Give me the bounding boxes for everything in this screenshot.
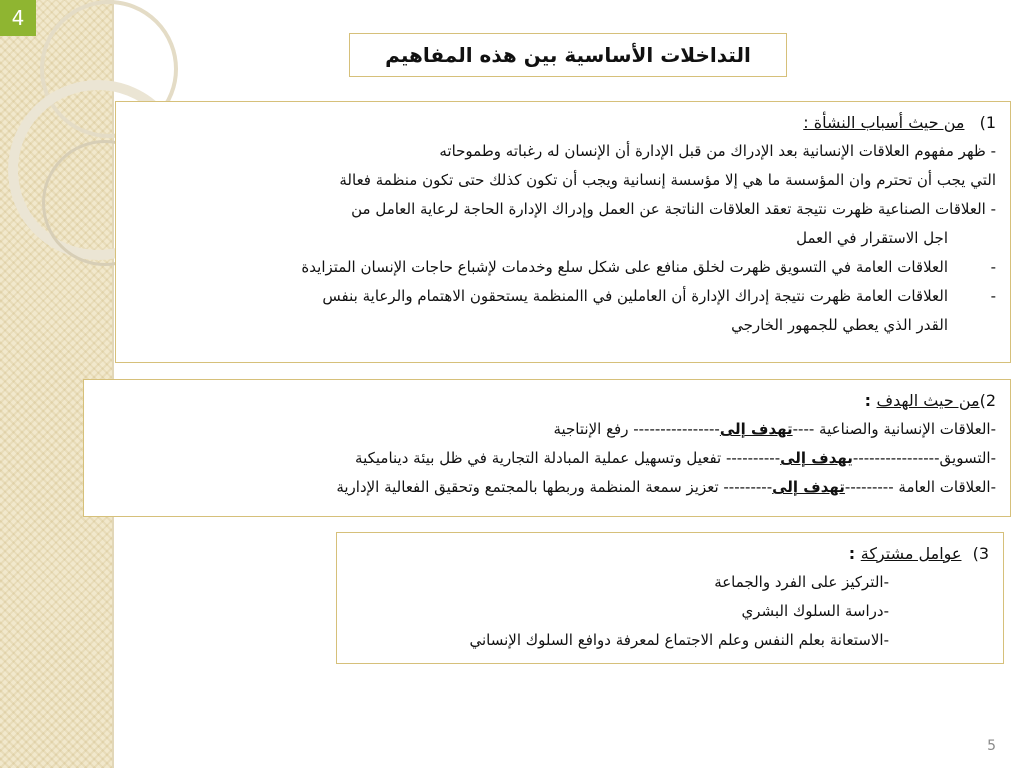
list-item: -دراسة السلوك البشري <box>741 602 889 620</box>
goal-keyword: يهدف إلى <box>780 449 853 467</box>
list-item: -الاستعانة بعلم النفس وعلم الاجتماع لمعرفة دوافع السلوك الإنساني <box>469 631 889 649</box>
text-line: - العلاقات الصناعية ظهرت نتيجة تعقد العلاقات الناتجة عن العمل وإدراك الإدارة الحاجة لرعاية العامل من <box>351 200 996 218</box>
section-heading-text: عوامل مشتركة <box>860 544 962 563</box>
list-item <box>124 282 996 311</box>
goal-text: --------- تعزيز سمعة المنظمة وربطها بالمجتمع وتحقيق الفعالية الإدارية <box>336 478 773 496</box>
slide-title: التداخلات الأساسية بين هذه المفاهيم <box>349 33 787 77</box>
list-item <box>124 253 996 282</box>
section-goals <box>83 379 1011 517</box>
list-item: -التركيز على الفرد والجماعة <box>714 573 889 591</box>
section-number: 1) <box>979 113 996 132</box>
goal-keyword: تهدف إلى <box>772 478 845 496</box>
section-heading <box>345 539 989 568</box>
goal-row <box>92 444 996 473</box>
section-origins <box>115 101 1011 363</box>
goal-row <box>92 415 996 444</box>
section-common-factors <box>336 532 1004 664</box>
dash-bullet: - <box>990 258 996 276</box>
section-number: 2) <box>979 391 996 410</box>
list-item-text: العلاقات العامة في التسويق ظهرت لخلق منافع على شكل سلع وخدمات لإشباع حاجات الإنسان المتزايدة <box>301 258 948 276</box>
goal-subject: -العلاقات العامة --------- <box>844 478 996 496</box>
slide-number-badge: 4 <box>0 0 36 36</box>
goal-row <box>92 473 996 502</box>
heading-colon: : <box>864 391 877 410</box>
section-number: 3) <box>972 544 989 563</box>
text-line: القدر الذي يعطي للجمهور الخارجي <box>731 316 948 334</box>
heading-colon: : <box>848 544 861 563</box>
list-item-text: العلاقات العامة ظهرت نتيجة إدراك الإدارة أن العاملين في االمنظمة يستحقون الاهتمام والرعاية بنفس <box>322 287 948 305</box>
goal-text: ---------- تفعيل وتسهيل عملية المبادلة التجارية في ظل بيئة ديناميكية <box>355 449 781 467</box>
goal-subject: -العلاقات الإنسانية والصناعية ---- <box>792 420 996 438</box>
section-heading-text: من حيث أسباب النشأة : <box>803 113 965 132</box>
text-line: - ظهر مفهوم العلاقات الإنسانية بعد الإدراك من قبل الإدارة أن الإنسان له رغباته وطموحاته <box>439 142 996 160</box>
goal-subject: -التسويق---------------- <box>852 449 996 467</box>
section-heading <box>124 108 996 137</box>
text-line: اجل الاستقرار في العمل <box>796 229 948 247</box>
section-heading <box>92 386 996 415</box>
page-number: 5 <box>987 738 996 754</box>
goal-keyword: تهدف إلى <box>719 420 793 438</box>
dash-bullet: - <box>990 287 996 305</box>
text-line: التي يجب أن تحترم وان المؤسسة ما هي إلا مؤسسة إنسانية ويجب أن تكون كذلك حتى تكون منظمة فعالة <box>339 171 996 189</box>
section-heading-text: من حيث الهدف <box>876 391 980 410</box>
goal-text: ---------------- رفع الإنتاجية <box>553 420 720 438</box>
